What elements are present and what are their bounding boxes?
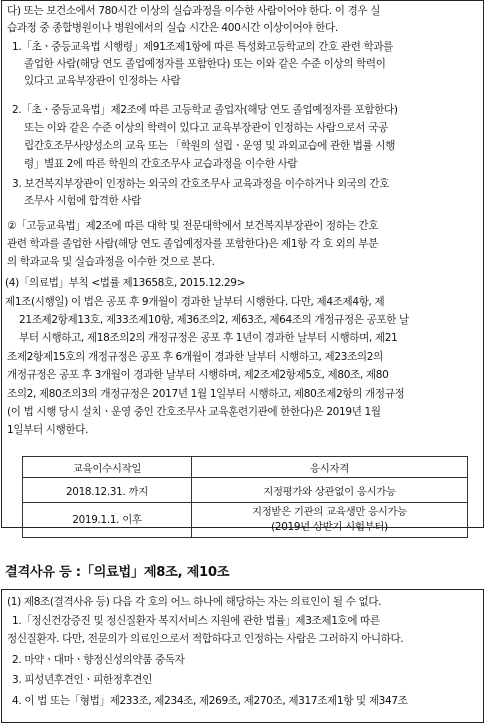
text-line: 4. 이 법 또는「형법」제233조, 제234조, 제269조, 제270조, 제317조제1항 및 제347조 [12, 695, 408, 707]
text-line: 졸업한 사람(해당 연도 졸업예정자를 포함한다) 또는 이와 같은 수준 이상의 학력이 [24, 58, 386, 70]
text-line: 2. 마약ㆍ대마ㆍ향정신성의약품 중독자 [12, 654, 185, 666]
text-line: 의 학과교육 및 실습과정을 이수한 것으로 본다. [7, 256, 215, 268]
text-line: 조무사 시험에 합격한 사람 [24, 195, 142, 207]
text-line: 개정규정은 공포 후 3개월이 경과한 날부터 시행하며, 제2조제2항제5호, 제80조, 제80 [7, 369, 389, 381]
text-line: (이 법 시행 당시 설치ㆍ운영 중인 간호조무사 교육훈련기관에 한한다)은 2019년 1월 [7, 406, 381, 418]
text-line: 습과정 중 종합병원이나 병원에서의 실습 시간은 400시간 이상이어야 한다. [7, 22, 338, 34]
text-line: 부터 시행하고, 제18조의2의 개정규정은 공포 후 1년이 경과한 날부터 시행하며, 제21 [19, 332, 398, 344]
text-line: 령」별표 2에 따른 학원의 간호조무사 교습과정을 이수한 사람 [24, 158, 298, 170]
text-line: (1) 제8조(결격사유 등) 다음 각 호의 어느 하나에 해당하는 자는 의료인이 될 수 없다. [7, 596, 382, 608]
table-cell: 지정평가와 상관없이 응시가능 [192, 478, 468, 503]
table-row [23, 478, 468, 503]
table-cell: 2019.1.1. 이후 [23, 503, 192, 538]
text-line: 립간호조무사양성소의 교육 또는 「학원의 설립ㆍ운영 및 과외교습에 관한 법률 시행 [24, 140, 396, 152]
text-line: 제1조(시행일) 이 법은 공포 후 9개월이 경과한 날부터 시행한다. 다만, 제4조제4항, 제 [5, 296, 385, 308]
statute-excerpt-box [1, 0, 484, 533]
text-line: 3. 피성년후견인ㆍ피한정후견인 [12, 674, 153, 686]
text-line: ②「고등교육법」제2조에 따른 대학 및 전문대학에서 보건복지부장관이 정하는 간호 [7, 220, 379, 232]
text-line: 1.「정신건강증진 및 정신질환자 복지서비스 지원에 관한 법률」제3조제1호에 따른 [12, 615, 380, 627]
text-line: (4)「의료법」부칙 <법률 제13658호, 2015.12.29> [5, 277, 246, 289]
table-row [23, 503, 468, 538]
text-line: 또는 이와 같은 수준 이상의 학력이 있다고 교육부장관이 인정하는 사람으로서 국공 [24, 122, 388, 134]
application-period-table [22, 456, 468, 538]
column-header: 교육이수시작일 [23, 457, 192, 478]
table-cell [192, 503, 468, 538]
text-line: 21조제2항제13호, 제33조제10항, 제36조의2, 제63조, 제64조의 개정규정은 공포한 날 [19, 314, 409, 326]
text-line: 2.「초ㆍ중등교육법」제2조에 따른 고등학교 졸업자(해당 연도 졸업예정자를 포함한다) [12, 104, 398, 116]
text-line: 있다고 교육부장관이 인정하는 사람 [24, 75, 181, 87]
column-header: 응시자격 [192, 457, 468, 478]
text-line: 조의2, 제80조의3의 개정규정은 2017년 1월 1일부터 시행하고, 제80조제2항의 개정규정 [7, 388, 405, 400]
disqualification-box [1, 589, 484, 723]
table-cell: 2018.12.31. 까지 [23, 478, 192, 503]
text-line: 조제2항제15호의 개정규정은 공포 후 6개월이 경과한 날부터 시행하고, 제23조의2의 [7, 351, 383, 363]
text-line: 관련 학과를 졸업한 사람(해당 연도 졸업예정자를 포함한다)은 제1항 각 호 외의 부분 [7, 238, 378, 250]
table-cell-line: (2019년 상반기 시험부터) [271, 521, 388, 533]
text-line: 1.「초ㆍ중등교육법 시행령」제91조제1항에 따른 특성화고등학교의 간호 관련 학과를 [12, 41, 393, 53]
text-line: 정신질환자. 다만, 전문의가 의료인으로서 적합하다고 인정하는 사람은 그러하지 아니하다. [7, 633, 404, 645]
table-cell-line: 지정받은 기관의 교육생만 응시가능 [251, 506, 408, 518]
text-line: 다) 또는 보건소에서 780시간 이상의 실습과정을 이수한 사람이어야 한다. 이 경우 실 [7, 5, 381, 17]
section-title: 결격사유 등 :「의료법」제8조, 제10조 [5, 565, 230, 580]
text-line: 1일부터 시행한다. [7, 424, 89, 436]
table-header-row [23, 457, 468, 478]
text-line: 3. 보건복지부장관이 인정하는 외국의 간호조무사 교육과정을 이수하거나 외국의 간호 [12, 178, 390, 190]
